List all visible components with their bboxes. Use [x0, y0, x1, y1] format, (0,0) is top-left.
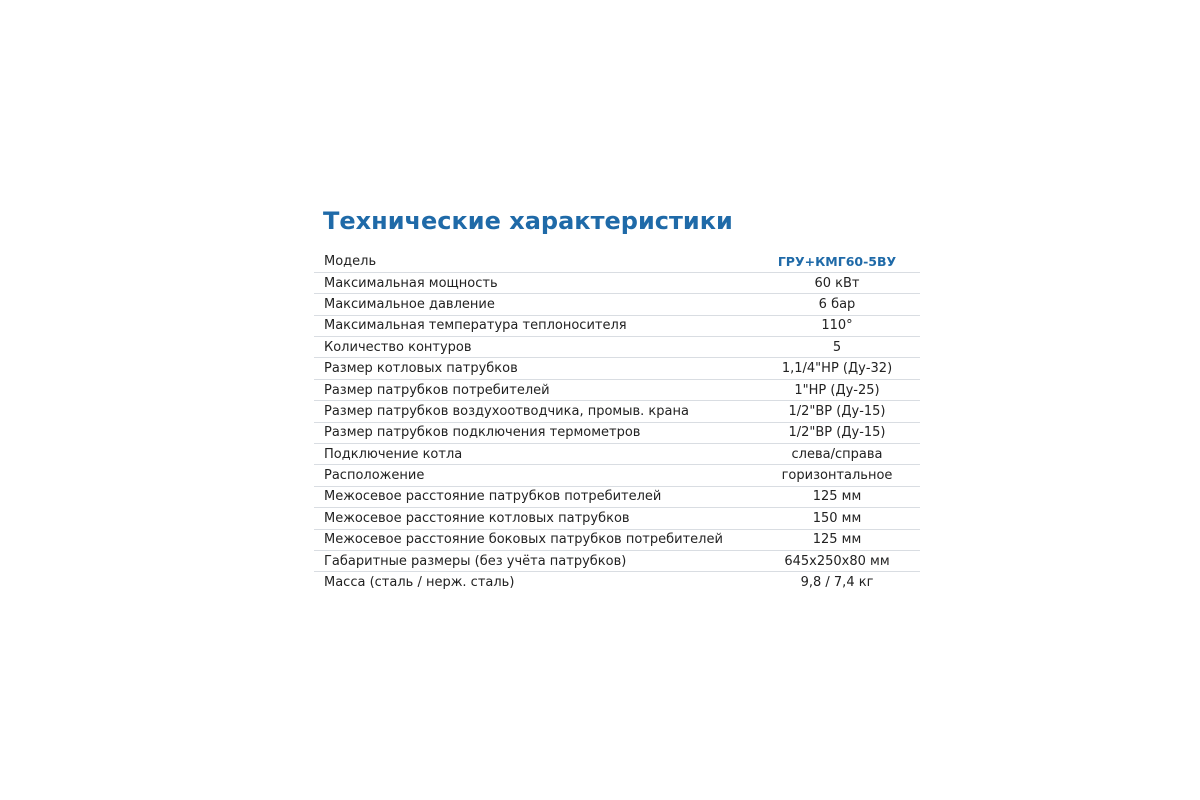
header-param-cell: Модель: [314, 251, 754, 272]
table-row: [314, 379, 920, 400]
spec-table: [314, 251, 920, 593]
table-row: [314, 294, 920, 315]
value-cell: 60 кВт: [754, 272, 920, 293]
value-cell: 6 бар: [754, 294, 920, 315]
value-cell: 5: [754, 337, 920, 358]
value-cell: 1"НР (Ду-25): [754, 379, 920, 400]
table-row: [314, 465, 920, 486]
value-cell: 150 мм: [754, 508, 920, 529]
value-cell: 125 мм: [754, 486, 920, 507]
param-cell: Максимальная температура теплоносителя: [314, 315, 754, 336]
param-cell: Максимальная мощность: [314, 272, 754, 293]
page-title: Технические характеристики: [323, 207, 733, 235]
table-row: [314, 358, 920, 379]
param-cell: Размер патрубков воздухоотводчика, промыв. крана: [314, 401, 754, 422]
value-cell: 1/2"ВР (Ду-15): [754, 422, 920, 443]
value-cell: 125 мм: [754, 529, 920, 550]
param-cell: Габаритные размеры (без учёта патрубков): [314, 550, 754, 571]
table-row: [314, 486, 920, 507]
table-row: [314, 550, 920, 571]
value-cell: горизонтальное: [754, 465, 920, 486]
value-cell: 645х250х80 мм: [754, 550, 920, 571]
param-cell: Размер патрубков подключения термометров: [314, 422, 754, 443]
table-row: [314, 529, 920, 550]
value-cell: 110°: [754, 315, 920, 336]
param-cell: Количество контуров: [314, 337, 754, 358]
param-cell: Межосевое расстояние котловых патрубков: [314, 508, 754, 529]
table-header-row: [314, 251, 920, 272]
param-cell: Масса (сталь / нерж. сталь): [324, 575, 515, 591]
table-row: [314, 272, 920, 293]
param-cell: Подключение котла: [314, 444, 754, 465]
table-row: [314, 337, 920, 358]
table-row: [314, 508, 920, 529]
param-cell: Межосевое расстояние патрубков потребителей: [314, 486, 754, 507]
table-row: [314, 444, 920, 465]
param-cell: Межосевое расстояние боковых патрубков потребителей: [314, 529, 754, 550]
param-cell: Максимальное давление: [314, 294, 754, 315]
table-row: [314, 315, 920, 336]
table-row: [314, 572, 920, 593]
header-model-cell: ГРУ+КМГ60-5ВУ: [754, 251, 920, 272]
param-cell: Расположение: [314, 465, 754, 486]
value-cell: 1/2"ВР (Ду-15): [754, 401, 920, 422]
value-cell: 9,8 / 7,4 кг: [800, 575, 874, 591]
table-row: [314, 422, 920, 443]
spec-sheet: [314, 201, 920, 593]
param-cell: Размер патрубков потребителей: [314, 379, 754, 400]
value-cell: 1,1/4"НР (Ду-32): [754, 358, 920, 379]
table-row: [314, 401, 920, 422]
value-cell: слева/справа: [754, 444, 920, 465]
param-cell: Размер котловых патрубков: [314, 358, 754, 379]
